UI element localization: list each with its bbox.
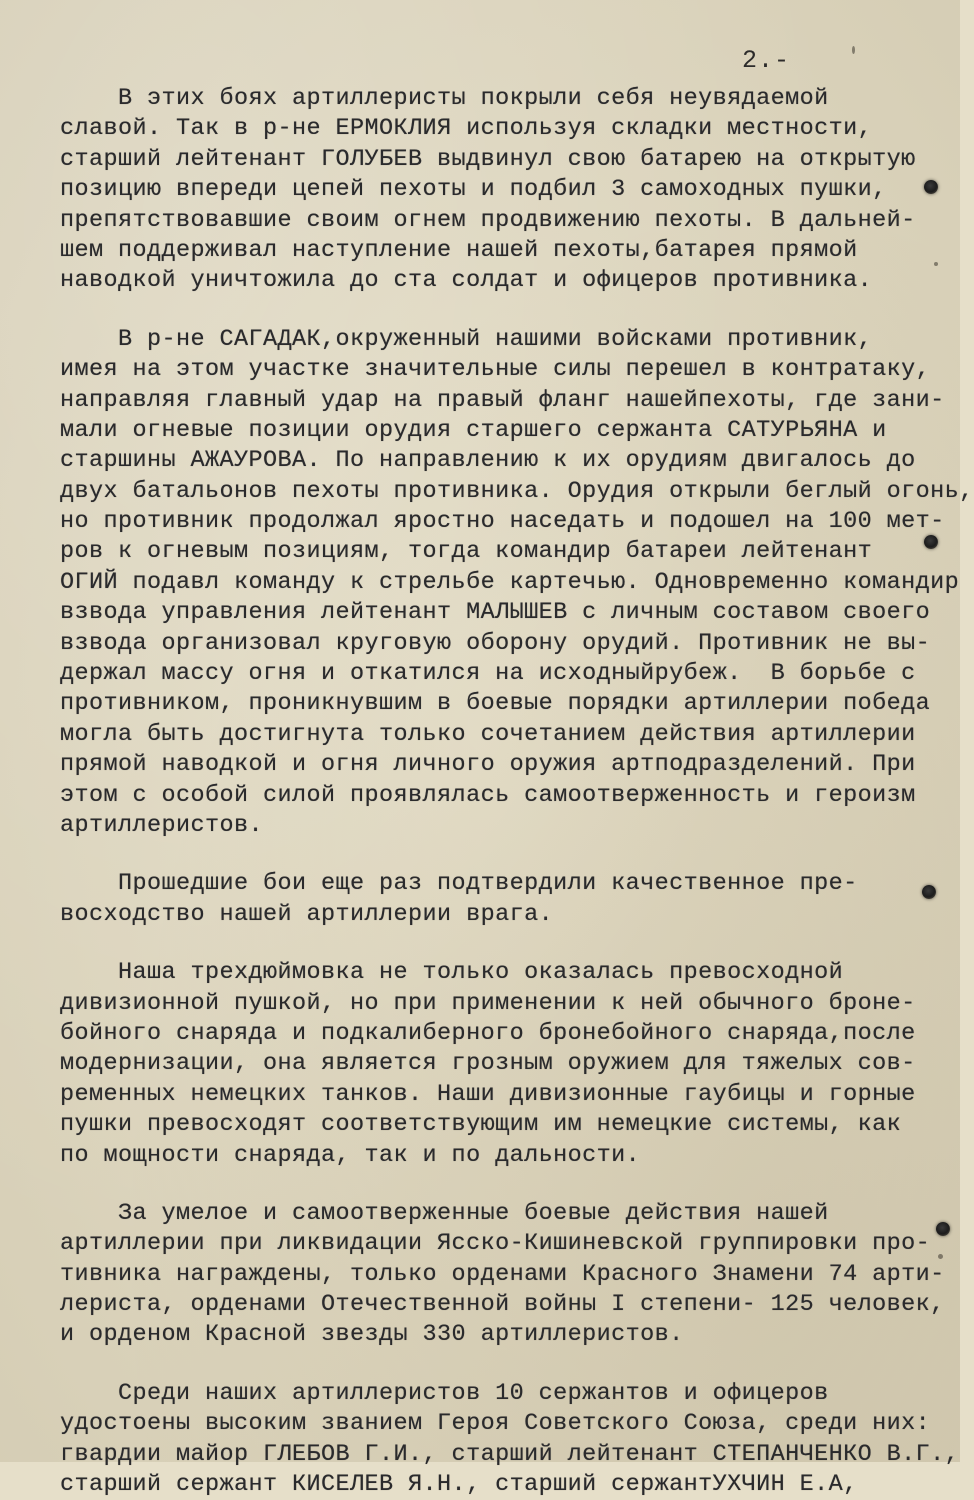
text-line: позицию впереди цепей пехоты и подбил 3 самоходных пушки,: [60, 176, 887, 204]
ink-speck-mark: [934, 262, 938, 266]
text-line: гвардии майор ГЛЕБОВ Г.И., старший лейтенант СТЕПАНЧЕНКО В.Г.,: [60, 1440, 960, 1468]
text-line: двух батальонов пехоты противника. Орудия открыли беглый огонь,: [60, 477, 974, 505]
text-line: но противник продолжал яростно наседать и подошел на 100 мет-: [60, 508, 945, 536]
text-line: В р-не САГАДАК,окруженный нашими войсками противник,: [60, 325, 873, 353]
text-line: За умелое и самоотверженные боевые действия нашей: [60, 1199, 829, 1227]
paragraph-awards: [60, 1199, 945, 1351]
text-line: дивизионной пушкой, но при применении к ней обычного броне-: [60, 989, 916, 1017]
ink-speck-mark: [852, 46, 855, 54]
text-line: лериста, орденами Отечественной войны I степени- 125 человек,: [60, 1291, 945, 1319]
text-line: Среди наших артиллеристов 10 сержантов и офицеров: [60, 1379, 829, 1407]
punch-hole-mark: [924, 535, 938, 549]
ink-speck-mark: [938, 1254, 943, 1259]
text-line: бойного снаряда и подкалиберного бронебойного снаряда,после: [60, 1019, 916, 1047]
paragraph-battle-ermokliya: [60, 84, 940, 297]
text-line: старший лейтенант ГОЛУБЕВ выдвинул свою батарею на открытую: [60, 145, 916, 173]
text-line: противником, проникнувшим в боевые порядки артиллерии победа: [60, 690, 931, 718]
text-line: имея на этом участке значительные силы перешел в контратаку,: [60, 356, 931, 384]
text-line: препятствовавшие своим огнем продвижению пехоты. В дальней-: [60, 206, 916, 234]
text-line: могла быть достигнута только сочетанием действия артиллерии: [60, 720, 916, 748]
paragraph-battle-sagadak: [60, 325, 974, 842]
text-line: Наша трехдюймовка не только оказалась превосходной: [60, 959, 844, 987]
text-line: артиллерии при ликвидации Ясско-Кишиневской группировки про-: [60, 1230, 931, 1258]
paragraph-three-inch-gun: [60, 958, 940, 1171]
text-line: пушки превосходят соответствующим им немецкие системы, как: [60, 1111, 902, 1139]
text-line: старший сержант КИСЕЛЕВ Я.Н., старший сержантУХЧИН Е.А,: [60, 1471, 858, 1499]
text-line: этом с особой силой проявлялась самоотверженность и героизм: [60, 781, 916, 809]
text-line: и орденом Красной звезды 330 артиллеристов.: [60, 1321, 684, 1349]
text-line: старшины АЖАУРОВА. По направлению к их орудиям двигалось до: [60, 447, 916, 475]
paragraph-heroes: [60, 1379, 960, 1500]
text-line: ров к огневым позициям, тогда командир батареи лейтенант: [60, 538, 873, 566]
page-number: 2.-: [742, 46, 791, 75]
text-line: В этих боях артиллеристы покрыли себя неувядаемой: [60, 85, 829, 112]
text-line: удостоены высоким званием Героя Советского Союза, среди них:: [60, 1410, 931, 1438]
text-line: по мощности снаряда, так и по дальности.: [60, 1141, 641, 1169]
text-line: модернизации, она является грозным оружием для тяжелых сов-: [60, 1050, 916, 1078]
text-line: наводкой уничтожила до ста солдат и офицеров противника.: [60, 267, 873, 295]
paragraph-superiority: [60, 869, 940, 930]
text-line: взвода организовал круговую оборону орудий. Противник не вы-: [60, 629, 931, 657]
text-line: взвода управления лейтенант МАЛЫШЕВ с личным составом своего: [60, 599, 931, 627]
text-line: восходство нашей артиллерии врага.: [60, 900, 554, 928]
text-line: тивника награждены, только орденами Красного Знамени 74 арти-: [60, 1260, 945, 1288]
text-line: прямой наводкой и огня личного оружия артподразделений. При: [60, 751, 916, 779]
text-line: ременных немецких танков. Наши дивизионные гаубицы и горные: [60, 1080, 916, 1108]
text-line: держал массу огня и откатился на исходныйрубеж. В борьбе с: [60, 660, 916, 688]
document-body: [60, 84, 974, 1500]
punch-hole-mark: [936, 1222, 950, 1236]
text-line: славой. Так в р-не ЕРМОКЛИЯ используя складки местности,: [60, 115, 873, 143]
text-line: артиллеристов.: [60, 811, 264, 839]
text-line: ОГИЙ подавл команду к стрельбе картечью. Одновременно командир: [60, 568, 960, 596]
punch-hole-mark: [922, 885, 936, 899]
punch-hole-mark: [924, 180, 938, 194]
text-line: мали огневые позиции орудия старшего сержанта САТУРЬЯНА и: [60, 416, 887, 444]
text-line: Прошедшие бои еще раз подтвердили качественное пре-: [60, 870, 858, 898]
text-line: шем поддерживал наступление нашей пехоты,батарея прямой: [60, 236, 858, 264]
text-line: направляя главный удар на правый фланг нашейпехоты, где зани-: [60, 386, 945, 414]
